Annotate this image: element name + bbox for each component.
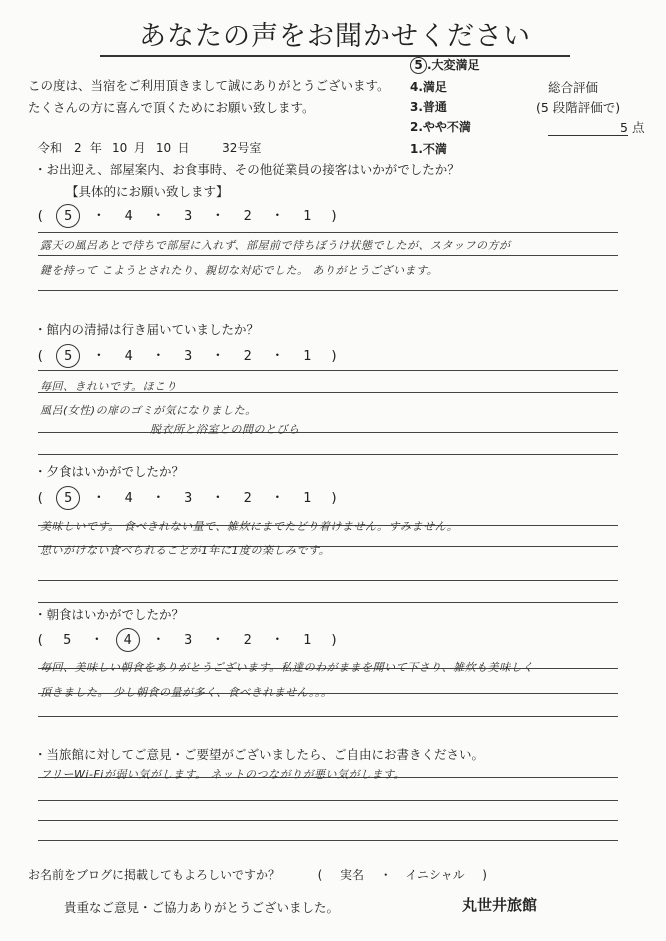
rating-paren-open: ( (36, 208, 45, 224)
handwritten-comment[interactable]: 頂きました。 少し朝食の量が多く、食べきれません。。。 (40, 686, 333, 699)
year-value: 2 (74, 141, 82, 155)
rating-row-3 (36, 486, 338, 510)
rating-option-5[interactable]: 5 (56, 486, 80, 510)
rating-option-2[interactable]: 2 (243, 490, 252, 506)
handwritten-comment[interactable]: 美味しいです。 食べきれない量で、雑炊にまでたどり着けません。すみません。 (40, 520, 459, 533)
rating-option-5[interactable]: 5 (56, 204, 80, 228)
answer-rule (38, 370, 618, 371)
rating-separator: ・ (92, 208, 106, 224)
rating-paren-close: ) (330, 348, 339, 364)
scale-number: 2 (410, 120, 419, 134)
overall-score-unit: 点 (631, 120, 645, 135)
scale-label: .やや不満 (418, 120, 471, 134)
intro-line-1: この度は、当宿をご利用頂きまして誠にありがとうございます。 (28, 78, 390, 93)
rating-paren-open: ( (36, 490, 45, 506)
blog-paren-close: ) (482, 868, 487, 882)
scale-number: 1 (410, 142, 419, 156)
blog-paren-open: ( (317, 868, 323, 882)
answer-rule (38, 820, 618, 821)
answer-rule (38, 716, 618, 717)
blog-question: お名前をブログに掲載してもよろしいですか？ (28, 868, 281, 882)
rating-separator: ・ (151, 348, 166, 364)
scale-item-4 (410, 78, 447, 95)
handwritten-comment[interactable]: 風呂(女性)の扉のゴミが気になりました。 (40, 404, 257, 417)
rating-separator: ・ (211, 208, 225, 224)
rating-separator: ・ (270, 208, 285, 224)
handwritten-comment[interactable]: 露天の風呂あとで待ちで部屋に入れず、部屋前で待ちぼうけ状態でしたが、スタッフの方が (40, 239, 511, 252)
rating-option-2[interactable]: 2 (243, 632, 252, 648)
rating-option-3[interactable]: 3 (184, 490, 193, 506)
rating-option-1[interactable]: 1 (303, 348, 312, 364)
rating-option-2[interactable]: 2 (243, 348, 252, 364)
blog-separator: ・ (379, 868, 392, 882)
handwritten-comment[interactable]: 思いがけない食べられることが1年に1度の楽しみです。 (40, 544, 331, 557)
scale-item-2 (410, 118, 471, 135)
rating-row-4 (36, 628, 338, 652)
rating-option-3[interactable]: 3 (184, 348, 193, 364)
answer-rule (38, 290, 618, 291)
blog-option-real-name[interactable]: 実名 (340, 868, 365, 882)
answer-rule (38, 800, 618, 801)
rating-option-1[interactable]: 1 (303, 208, 312, 224)
rating-separator: ・ (211, 632, 225, 648)
rating-separator: ・ (92, 490, 106, 506)
scale-item-1 (410, 140, 447, 157)
answer-rule (38, 840, 618, 841)
day-unit: 日 (177, 141, 190, 155)
intro-line-2: たくさんの方に喜んで頂くためにお願い致します。 (28, 100, 315, 115)
scale-number: 3 (410, 100, 419, 114)
rating-option-3[interactable]: 3 (184, 632, 193, 648)
rating-paren-close: ) (330, 632, 339, 648)
rating-option-3[interactable]: 3 (184, 208, 193, 224)
rating-paren-close: ) (330, 490, 339, 506)
rating-row-1 (36, 204, 338, 228)
rating-option-2[interactable]: 2 (243, 208, 252, 224)
question-2: ・館内の清掃は行き届いていましたか？ (34, 322, 260, 337)
month-unit: 月 (133, 141, 146, 155)
question-4: ・朝食はいかがでしたか？ (34, 607, 185, 622)
rating-separator: ・ (90, 632, 104, 648)
rating-separator: ・ (151, 490, 166, 506)
question-3: ・夕食はいかがでしたか？ (34, 464, 185, 479)
rating-separator: ・ (151, 632, 166, 648)
month-value: 10 (112, 141, 128, 155)
answer-rule (38, 602, 618, 603)
handwritten-comment[interactable]: 脱衣所と浴室との間のとびら (150, 423, 300, 436)
question-1: ・お出迎え、部屋案内、お食事時、その他従業員の接客はいかがでしたか？ (34, 162, 460, 177)
rating-option-4[interactable]: 4 (116, 628, 140, 652)
rating-paren-close: ) (330, 208, 339, 224)
rating-option-4[interactable]: 4 (124, 208, 133, 224)
page-title: あなたの声をお聞かせください (100, 14, 570, 57)
handwritten-comment[interactable]: 毎回、きれいです。ほこり (40, 380, 178, 393)
handwritten-comment[interactable]: フリーWi-Fiが弱い気がします。 ネットのつながりが悪い気がします。 (40, 768, 406, 781)
scale-item-5 (410, 56, 480, 74)
question-note: 【具体的にお願い致します】 (66, 184, 229, 199)
day-value: 10 (155, 141, 172, 155)
overall-score-value: 5 (548, 120, 628, 136)
scale-item-3 (410, 98, 447, 115)
scale-label: .大変満足 (427, 58, 480, 72)
rating-option-5[interactable]: 5 (63, 632, 72, 648)
scale-label: .普通 (418, 100, 447, 114)
answer-rule (38, 232, 618, 233)
era: 令和 (38, 141, 63, 155)
rating-paren-open: ( (36, 348, 45, 364)
rating-separator: ・ (211, 348, 225, 364)
scale-label: .不満 (418, 142, 447, 156)
rating-separator: ・ (92, 348, 106, 364)
year-unit: 年 (89, 141, 102, 155)
rating-separator: ・ (270, 490, 285, 506)
scale-label: .満足 (418, 80, 447, 94)
handwritten-comment[interactable]: 毎回、美味しい朝食をありがとうございます。私達のわがままを聞いて下さり、雑炊も美味しく (40, 661, 534, 674)
rating-option-4[interactable]: 4 (124, 348, 133, 364)
rating-paren-open: ( (36, 632, 45, 648)
answer-rule (38, 432, 618, 433)
answer-rule (38, 454, 618, 455)
footer-thanks: 貴重なご意見・ご協力ありがとうございました。 (64, 900, 340, 915)
overall-score (548, 118, 645, 136)
rating-separator: ・ (151, 208, 166, 224)
rating-option-4[interactable]: 4 (124, 490, 133, 506)
rating-row-2 (36, 344, 338, 368)
visit-date-room (38, 139, 261, 156)
inn-name: 丸世井旅館 (462, 896, 538, 914)
question-5: ・当旅館に対してご意見・ご要望がございましたら、ご自由にお書きください。 (34, 747, 485, 762)
blog-consent (28, 866, 487, 883)
rating-separator: ・ (211, 490, 225, 506)
rating-option-1[interactable]: 1 (303, 632, 312, 648)
overall-rating-label: 総合評価 (548, 80, 599, 95)
room-value: 32 (222, 141, 238, 155)
handwritten-comment[interactable]: 鍵を持って こようとされたり、親切な対応でした。 ありがとうございます。 (40, 264, 439, 277)
rating-separator: ・ (270, 348, 285, 364)
rating-option-5[interactable]: 5 (56, 344, 80, 368)
overall-rating-sub: (5 段階評価で) (536, 100, 621, 115)
answer-rule (38, 580, 618, 581)
rating-option-1[interactable]: 1 (303, 490, 312, 506)
scale-number: 4 (410, 80, 419, 94)
blog-option-initial[interactable]: イニシャル (405, 868, 465, 882)
scale-number: 5 (410, 57, 427, 74)
rating-separator: ・ (270, 632, 285, 648)
room-unit: 号室 (237, 141, 262, 155)
answer-rule (38, 255, 618, 256)
